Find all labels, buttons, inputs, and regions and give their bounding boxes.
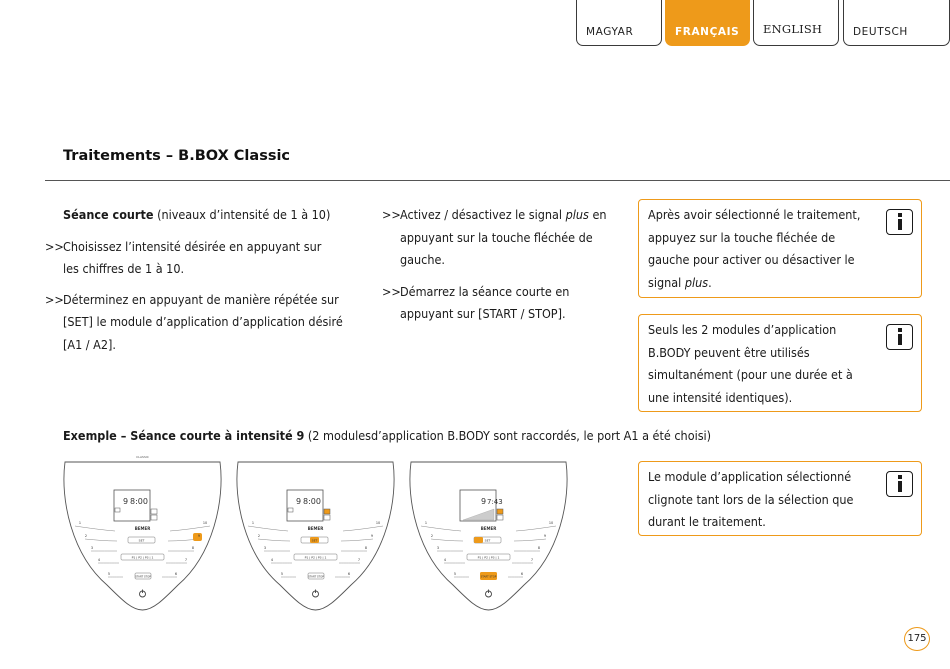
display-time: 7:43 [487,498,503,506]
toggle-text-pre: Activez / désactivez le signal [400,207,566,222]
keypad-number: 4 [97,558,101,562]
info3-text: Le module d’application sélectionné clignote tant lors de la sélection que durant le traitement. [648,469,854,529]
info-icon [886,209,913,235]
keypad-number: 6 [347,572,351,576]
keypad-number: 1 [78,521,82,525]
keypad-number: 9 [197,534,201,538]
instructions-column-1 [45,204,365,364]
tab-magyar[interactable]: MAGYAR [576,0,662,46]
info-icon [886,324,913,350]
info-icon [886,471,913,497]
keypad-number: 5 [453,572,457,576]
step-choose-intensity: >> Choisissez l’intensité désirée en appuyant sur les chiffres de 1 à 10. [45,236,335,281]
keypad-number: 2 [84,534,88,538]
display-intensity: 9 [123,497,129,506]
keypad-number: 10 [375,521,381,525]
keypad-number: 1 [251,521,255,525]
keypad-number: 2 [430,534,434,538]
keypad-number: 8 [537,546,541,550]
keypad-number: 5 [107,572,111,576]
instructions-column-2 [382,204,612,335]
keypad-number: 3 [263,546,267,550]
keypad-number: 8 [364,546,368,550]
start-stop-label: START STOP [308,575,324,579]
info-box-plus-signal [638,199,922,298]
title-divider [45,180,950,181]
short-session-label: Séance courte [63,207,154,222]
keypad-number: 6 [520,572,524,576]
keypad-number: 7 [357,558,361,562]
keypad-number: 10 [548,521,554,525]
program-buttons-label: P1 | P2 | P3 | 1 [477,555,500,560]
keypad-number: 4 [443,558,447,562]
info2-text: Seuls les 2 modules d’application B.BODY peuvent être utilisés simultanément (pour une durée et à une intensité identiques). [648,322,853,405]
device-brand: BEMER [134,526,151,531]
display-time: 8:00 [130,497,148,506]
keypad-number: 3 [90,546,94,550]
info1-italic: plus [684,274,709,290]
display-intensity: 9 [481,497,487,506]
keypad-number: 9 [370,534,374,538]
device-brand: BEMER [480,526,497,531]
keypad-number: 5 [280,572,284,576]
start-stop-label: START STOP [480,575,497,579]
keypad-number: 7 [184,558,188,562]
keypad-number: 6 [174,572,178,576]
language-tabs [576,0,950,46]
page-title: Traitements – B.BOX Classic [63,148,291,164]
keypad-number: 8 [191,546,195,550]
device-header: CLASSIC [136,455,149,459]
info1-text: Après avoir sélectionné le traitement, appuyez sur la touche fléchée de gauche pour activer ou désactiver le signal [648,207,861,290]
page-number: 175 [904,627,930,651]
toggle-text-post: en appuyant sur la touche fléchée de gauche. [400,207,607,267]
keypad-number: 4 [270,558,274,562]
info1-end: . [708,274,712,290]
info-box-modules [638,314,922,412]
info-box-blinking [638,461,922,536]
tab-english[interactable]: ENGLISH [753,0,839,46]
program-buttons-label: P1 | P2 | P3 | 1 [304,555,327,560]
display-time: 8:00 [303,497,321,506]
device-brand: BEMER [307,526,324,531]
device-illustrations [63,455,583,612]
step-toggle-plus-signal [382,204,612,272]
step-select-module: >> Déterminez en appuyant de manière répétée sur [SET] le module d’application d’application désiré [A1 / A2]. [45,289,355,357]
device-unit-1 [64,455,221,610]
set-button-label: SET [311,538,318,543]
display-intensity: 9 [296,497,302,506]
example-title: Exemple – Séance courte à intensité 9 [63,428,305,443]
keypad-number: 10 [202,521,208,525]
set-button-label: SET [484,538,491,543]
example-note: (2 modulesd’application B.BODY sont raccordés, le port A1 a été choisi) [304,428,712,443]
keypad-number: 2 [257,534,261,538]
start-stop-label: START STOP [135,575,151,579]
short-session-range: (niveaux d’intensité de 1 à 10) [153,207,331,222]
keypad-number: 7 [530,558,534,562]
keypad-number: 3 [436,546,440,550]
set-button-label: SET [138,538,145,543]
toggle-text-italic: plus [565,207,589,222]
tab-francais[interactable]: FRANÇAIS [665,0,750,46]
keypad-number: 9 [543,534,547,538]
short-session-heading [45,204,365,227]
example-caption [63,428,711,443]
program-buttons-label: P1 | P2 | P3 | 1 [131,555,154,560]
keypad-number: 1 [424,521,428,525]
step-start-session: >> Démarrez la séance courte en appuyant sur [START / STOP]. [382,281,612,326]
tab-deutsch[interactable]: DEUTSCH [843,0,950,46]
